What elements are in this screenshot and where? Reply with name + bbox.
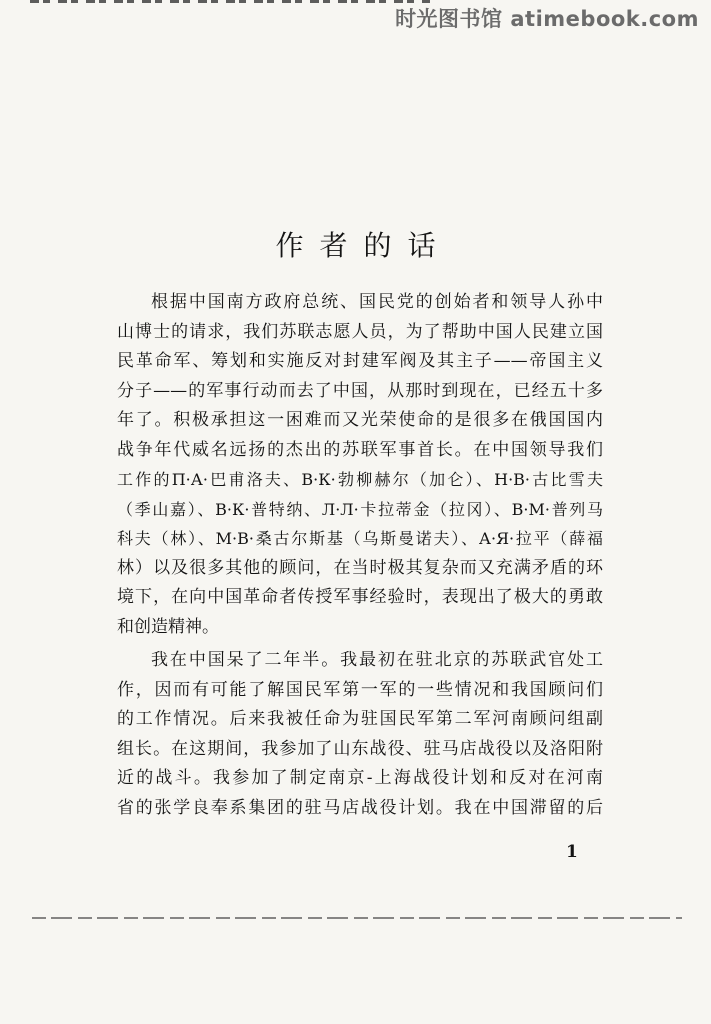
paragraph <box>117 646 603 823</box>
text-line: 林）以及很多其他的顾问，在当时极其复杂而又充满矛盾的环 <box>117 557 603 578</box>
paragraph <box>117 288 603 642</box>
text-line: 的工作情况。后来我被任命为驻国民军第二军河南顾问组副 <box>117 709 603 729</box>
text-line: 分子——的军事行动而去了中国，从那时到现在，已经五十多 <box>117 380 603 401</box>
text-line: 工作的П·А·巴甫洛夫、В·К·勃柳赫尔（加仑）、Н·В·古比雪夫 <box>117 470 603 489</box>
scan-edge-top <box>30 0 430 3</box>
text-line: 和创造精神。 <box>117 616 219 637</box>
text-line: 我在中国呆了二年半。我最初在驻北京的苏联武官处工 <box>151 650 603 670</box>
text-line: （季山嘉）、В·К·普特纳、Л·Л·卡拉蒂金（拉冈）、В·М·普列马 <box>117 499 603 519</box>
text-line: 年了。积极承担这一困难而又光荣使命的是很多在俄国国内 <box>117 410 603 430</box>
text-line: 组长。在这期间，我参加了山东战役、驻马店战役以及洛阳附 <box>117 738 603 759</box>
watermark: 时光图书馆 atimebook.com <box>395 7 699 31</box>
body-text <box>117 288 603 823</box>
text-line: 省的张学良奉系集团的驻马店战役计划。我在中国滞留的后 <box>117 797 603 818</box>
text-line: 科夫（林）、М·В·桑古尔斯基（乌斯曼诺夫）、А·Я·拉平（薛福 <box>117 529 603 548</box>
scan-edge-bottom <box>32 917 682 919</box>
text-line: 战争年代威名远扬的杰出的苏联军事首长。在中国领导我们 <box>117 439 603 460</box>
text-line: 根据中国南方政府总统、国民党的创始者和领导人孙中 <box>151 292 603 312</box>
text-line: 作，因而有可能了解国民军第一军的一些情况和我国顾问们 <box>117 679 603 700</box>
text-line: 山博士的请求，我们苏联志愿人员，为了帮助中国人民建立国 <box>117 321 603 342</box>
page-title: 作者的话 <box>275 229 452 262</box>
page-number: 1 <box>566 842 578 862</box>
text-line: 境下，在向中国革命者传授军事经验时，表现出了极大的勇敢 <box>117 587 603 607</box>
text-line: 民革命军、筹划和实施反对封建军阀及其主子——帝国主义 <box>117 351 603 371</box>
text-line: 近的战斗。我参加了制定南京-上海战役计划和反对在河南 <box>117 768 603 788</box>
